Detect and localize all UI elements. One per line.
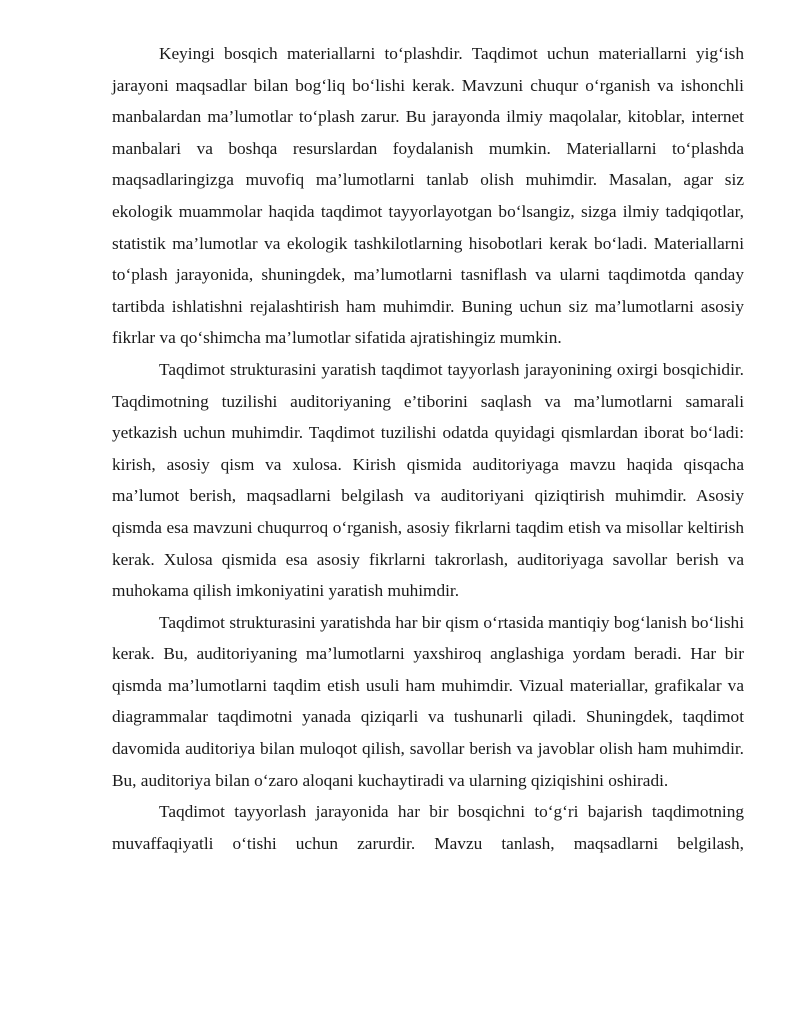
document-page: [112, 38, 744, 859]
paragraph-logical-connection: Taqdimot strukturasini yaratishda har bir qism o‘rtasida mantiqiy bog‘lanish bo‘lishi kerak. Bu, auditoriyaning ma’lumotlarni yaxshiroq anglashiga yordam beradi. Har bir qismda ma’lumotlarni taqdim etish usuli ham muhimdir. Vizual materiallar, grafikalar va diagrammalar taqdimotni yanada qiziqarli va tushunarli qiladi. Shuningdek, taqdimot davomida auditoriya bilan muloqot qilish, savollar berish va javoblar olish ham muhimdir. Bu, auditoriya bilan o‘zaro aloqani kuchaytiradi va ularning qiziqishini oshiradi.: [112, 612, 744, 790]
paragraph-structure: Taqdimot strukturasini yaratish taqdimot tayyorlash jarayonining oxirgi bosqichidir. Taqdimotning tuzilishi auditoriyaning e’tiborini saqlash va ma’lumotlarni samarali yetkazish uchun muhimdir. Taqdimot tuzilishi odatda quyidagi qismlardan iborat bo‘ladi: kirish, asosiy qism va xulosa. Kirish qismida auditoriyaga mavzu haqida qisqacha ma’lumot berish, maqsadlarni belgilash va auditoriyani qiziqtirish muhimdir. Asosiy qismda esa mavzuni chuqurroq o‘rganish, asosiy fikrlarni taqdim etish va misollar keltirish kerak. Xulosa qismida esa asosiy fikrlarni takrorlash, auditoriyaga savollar berish va muhokama qilish imkoniyatini yaratish muhimdir.: [112, 359, 744, 601]
paragraph-conclusion-start: Taqdimot tayyorlash jarayonida har bir bosqichni to‘g‘ri bajarish taqdimotning muvaffaqiyatli o‘tishi uchun zarurdir. Mavzu tanlash, maqsadlarni belgilash,: [112, 802, 744, 853]
paragraph-materials: Keyingi bosqich materiallarni to‘plashdir. Taqdimot uchun materiallarni yig‘ish jarayoni maqsadlar bilan bog‘liq bo‘lishi kerak. Mavzuni chuqur o‘rganish va ishonchli manbalardan ma’lumotlar to‘plash zarur. Bu jarayonda ilmiy maqolalar, kitoblar, internet manbalari va boshqa resurslardan foydalanish mumkin. Materiallarni to‘plashda maqsadlaringizga muvofiq ma’lumotlarni tanlab olish muhimdir. Masalan, agar siz ekologik muammolar haqida taqdimot tayyorlayotgan bo‘lsangiz, sizga ilmiy tadqiqotlar, statistik ma’lumotlar va ekologik tashkilotlarning hisobotlari kerak bo‘ladi. Materiallarni to‘plash jarayonida, shuningdek, ma’lumotlarni tasniflash va ularni taqdimotda qanday tartibda ishlatishni rejalashtirish ham muhimdir. Buning uchun siz ma’lumotlarni asosiy fikrlar va qo‘shimcha ma’lumotlar sifatida ajratishingiz mumkin.: [112, 44, 744, 348]
